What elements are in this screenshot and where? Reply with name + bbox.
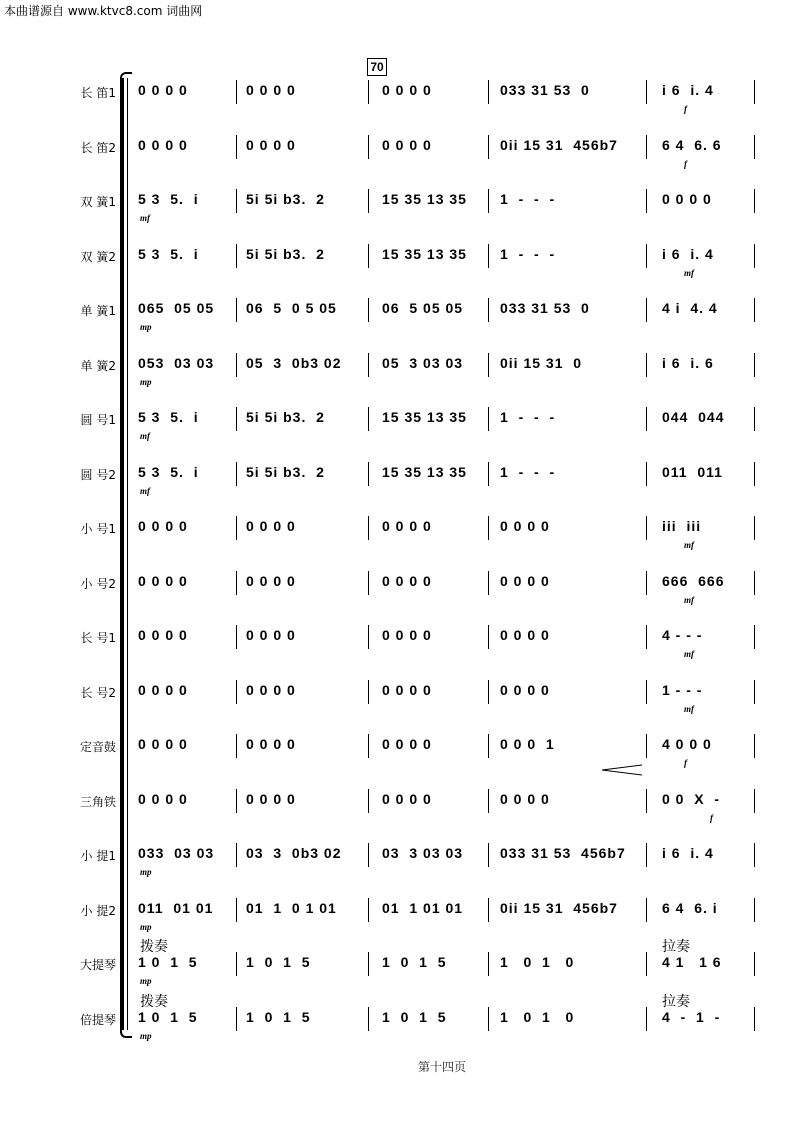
barline [368,244,369,268]
measure-notes: 1 - - - [500,245,556,262]
measure-notes: 5 3 5. i [138,409,199,425]
measure-notes: 5 3 5. i [138,191,199,207]
barline [754,625,755,649]
measure-notes: 0 0 0 0 [246,82,296,98]
barline [368,898,369,922]
instrument-staff [0,397,792,451]
technique-pizz: 拨奏 [140,993,168,1010]
barline [236,734,237,758]
measure-notes: 06 5 05 05 [382,300,464,316]
measure-notes: 033 31 53 0 [500,82,590,98]
dynamic-marking: mf [684,540,694,550]
barline [368,189,369,213]
measure-notes: 033 31 53 0 [500,300,590,316]
measure-notes: 0 0 0 0 [138,790,188,807]
instrument-name: 三角铁 [79,794,116,809]
measure-notes: 6 4 6. 6 [662,136,722,153]
instrument-name: 单 簧1 [80,304,116,318]
barline [488,135,489,159]
measure-notes: 05 3 03 03 [382,354,464,371]
barline [488,298,489,322]
barline [754,189,755,213]
barline [368,407,369,431]
barline [236,189,237,213]
measure-notes: 5 3 5. i [138,245,199,262]
measure-notes: 1 - - - [500,463,556,480]
measure-notes: 0 0 X - [662,790,721,807]
barline [646,407,647,431]
measure-notes: 5i 5i b3. 2 [246,409,325,425]
barline [488,516,489,540]
barline [236,843,237,867]
barline [488,680,489,704]
barline [646,244,647,268]
measure-notes: 03 3 0b3 02 [246,845,342,861]
measure-notes: 0 0 0 0 [382,136,432,153]
measure-notes: 4 i 4. 4 [662,300,718,316]
barline [646,843,647,867]
measure-notes: 0 0 0 0 [246,681,296,698]
measure-notes: 011 011 [662,463,723,480]
measure-notes: 0 0 0 0 [382,82,432,98]
barline [368,516,369,540]
barline [236,516,237,540]
barline [368,1007,369,1031]
instrument-name: 单 簧2 [80,358,116,373]
instrument-staff [0,561,792,615]
source-watermark: 本曲谱源自 www.ktvc8.com 词曲网 [4,4,203,18]
measure-notes: 0 0 0 0 [138,572,188,589]
instrument-staff [0,779,792,833]
dynamic-marking: mf [140,431,150,441]
measure-notes: 0 0 0 0 [500,790,550,807]
measure-notes: 0 0 0 0 [138,627,188,643]
measure-notes: 0 0 0 0 [382,790,432,807]
measure-notes: 0 0 0 0 [138,518,188,534]
technique-arco: 拉奏 [662,993,690,1010]
measure-notes: 0 0 0 1 [500,736,555,752]
barline [236,789,237,813]
barline [236,353,237,377]
barline [488,1007,489,1031]
barline [368,734,369,758]
instrument-staff [0,670,792,724]
barline [488,952,489,976]
measure-notes: 15 35 13 35 [382,463,467,480]
barline [488,789,489,813]
barline [488,843,489,867]
measure-notes: 1 0 1 5 [382,954,447,970]
dynamic-marking: mf [140,485,150,496]
barline [368,80,369,104]
dynamic-marking: mf [684,703,694,714]
barline [236,462,237,486]
measure-notes: 0 0 0 0 [246,572,296,589]
barline [754,789,755,813]
barline [646,462,647,486]
barline [236,680,237,704]
measure-notes: 1 0 1 0 [500,1008,575,1025]
instrument-staff [0,506,792,560]
barline [368,135,369,159]
barline [368,462,369,486]
barline [368,843,369,867]
dynamic-marking: f [710,812,713,823]
measure-notes: 0ii 15 31 456b7 [500,899,618,916]
barline [754,80,755,104]
instrument-name: 小 号1 [80,522,116,536]
instrument-name: 倍提琴 [79,1012,116,1027]
instrument-name: 小 提1 [80,849,116,863]
instrument-staff [0,234,792,288]
instrument-name: 小 提2 [80,903,116,918]
instrument-staff [0,993,792,1051]
barline [368,298,369,322]
measure-notes: i 6 i. 4 [662,245,714,262]
barline [488,734,489,758]
barline [488,353,489,377]
instrument-name: 长 号1 [80,631,116,645]
barline [236,80,237,104]
dynamic-marking: mf [140,213,150,223]
measure-notes: 011 01 01 [138,899,214,916]
barline [754,734,755,758]
measure-notes: 03 3 03 03 [382,845,464,861]
instrument-staff [0,939,792,996]
measure-notes: 1 - - - [500,191,556,207]
measure-notes: 0 0 0 0 [138,736,188,752]
measure-notes: 0 0 0 0 [138,681,188,698]
instrument-staff [0,288,792,342]
dynamic-marking: f [684,758,687,768]
instrument-staff [0,125,792,179]
instrument-staff [0,70,792,124]
barline [754,898,755,922]
measure-notes: 0 0 0 0 [382,518,432,534]
measure-notes: 4 - - - [662,627,703,643]
barline [646,189,647,213]
dynamic-marking: f [684,104,687,114]
barline [368,680,369,704]
measure-notes: 0 0 0 0 [138,82,188,98]
barline [488,898,489,922]
barline [236,625,237,649]
measure-notes: 0 0 0 0 [138,136,188,153]
barline [754,843,755,867]
measure-notes: 044 044 [662,409,725,425]
measure-notes: 0 0 0 0 [500,572,550,589]
measure-notes: 0 0 0 0 [246,736,296,752]
dynamic-marking: mf [684,649,694,659]
dynamic-marking: mp [140,322,152,332]
measure-notes: 15 35 13 35 [382,191,467,207]
barline [646,789,647,813]
measure-notes: 0 0 0 0 [500,681,550,698]
barline [646,952,647,976]
barline [646,80,647,104]
barline [754,1007,755,1031]
dynamic-marking: mp [140,976,152,986]
barline [488,571,489,595]
barline [754,952,755,976]
instrument-name: 长 笛2 [80,140,116,155]
barline [646,298,647,322]
barline [754,135,755,159]
barline [646,571,647,595]
measure-notes: 1 0 1 5 [138,1008,198,1025]
barline [236,298,237,322]
barline [368,353,369,377]
measure-notes: 01 1 0 1 01 [246,899,337,916]
measure-notes: iii iii [662,518,702,534]
measure-notes: 4 0 0 0 [662,736,712,752]
instrument-name: 双 簧2 [80,249,116,264]
measure-notes: 1 0 1 5 [382,1008,447,1025]
measure-notes: 065 05 05 [138,300,215,316]
dynamic-marking: mp [140,867,152,877]
measure-notes: 0 0 0 0 [246,790,296,807]
barline [754,353,755,377]
barline [236,952,237,976]
measure-notes: 0 0 0 0 [382,627,432,643]
measure-notes: 0 0 0 0 [382,736,432,752]
dynamic-marking: mf [684,267,694,278]
dynamic-marking: mp [140,921,152,932]
measure-notes: 0 0 0 0 [246,627,296,643]
instrument-name: 双 簧1 [80,195,116,209]
barline [236,1007,237,1031]
dynamic-marking: mp [140,376,152,387]
barline [754,407,755,431]
measure-notes: 01 1 01 01 [382,899,464,916]
technique-pizz: 拨奏 [140,939,168,955]
measure-notes: 1 0 1 0 [500,954,575,970]
measure-notes: 0 0 0 0 [500,627,550,643]
measure-notes: 0ii 15 31 456b7 [500,136,618,153]
barline [368,571,369,595]
measure-notes: 1 - - - [500,409,556,425]
measure-notes: 0 0 0 0 [500,518,550,534]
barline [646,353,647,377]
measure-notes: 5i 5i b3. 2 [246,245,325,262]
barline [646,625,647,649]
instrument-name: 圆 号2 [80,467,116,482]
measure-notes: 5i 5i b3. 2 [246,463,325,480]
measure-notes: 033 03 03 [138,845,215,861]
measure-notes: i 6 i. 4 [662,82,714,98]
measure-notes: 4 - 1 - [662,1008,721,1025]
measure-notes: 5 3 5. i [138,463,199,480]
measure-notes: 0 0 0 0 [246,518,296,534]
barline [646,135,647,159]
measure-notes: 666 666 [662,572,725,589]
barline [646,680,647,704]
measure-notes: 0 0 0 0 [662,191,712,207]
barline [368,789,369,813]
barline [754,571,755,595]
barline [488,189,489,213]
crescendo-hairpin [600,764,644,776]
barline [646,1007,647,1031]
measure-notes: 0ii 15 31 0 [500,354,583,371]
measure-notes: 1 0 1 5 [246,1008,311,1025]
barline [236,898,237,922]
instrument-name: 小 号2 [80,576,116,591]
barline [236,244,237,268]
measure-notes: 033 31 53 456b7 [500,845,626,861]
barline [754,516,755,540]
barline [488,80,489,104]
barline [368,952,369,976]
measure-notes: 1 0 1 5 [138,954,198,970]
dynamic-marking: f [684,158,687,169]
instrument-name: 长 号2 [80,685,116,700]
barline [646,734,647,758]
measure-notes: 05 3 0b3 02 [246,354,342,371]
instrument-staff [0,888,792,942]
barline [368,625,369,649]
barline [646,516,647,540]
barline [488,625,489,649]
measure-notes: i 6 i. 6 [662,354,714,371]
instrument-staff [0,452,792,506]
barline [236,135,237,159]
instrument-staff [0,343,792,397]
page-footer: 第十四页 [418,1060,467,1074]
measure-notes: 0 0 0 0 [382,572,432,589]
instrument-staff [0,615,792,669]
instrument-name: 长 笛1 [80,86,116,100]
measure-notes: 1 - - - [662,681,703,698]
measure-notes: 0 0 0 0 [246,136,296,153]
measure-notes: 5i 5i b3. 2 [246,191,325,207]
barline [236,571,237,595]
barline [488,462,489,486]
barline [488,407,489,431]
instrument-name: 大提琴 [79,958,116,972]
barline [754,298,755,322]
barline [646,898,647,922]
barline [754,680,755,704]
instrument-staff [0,833,792,887]
dynamic-marking: mf [684,594,694,605]
instrument-name: 圆 号1 [80,413,116,427]
measure-notes: 1 0 1 5 [246,954,311,970]
barline [236,407,237,431]
measure-notes: i 6 i. 4 [662,845,714,861]
technique-arco: 拉奏 [662,939,690,955]
barline [754,462,755,486]
measure-notes: 053 03 03 [138,354,215,371]
instrument-staff [0,724,792,778]
barline [488,244,489,268]
instrument-staff [0,179,792,233]
barline [754,244,755,268]
rehearsal-mark: 70 [367,58,387,76]
instrument-name: 定音鼓 [79,740,116,754]
measure-notes: 15 35 13 35 [382,409,467,425]
measure-notes: 15 35 13 35 [382,245,467,262]
measure-notes: 06 5 0 5 05 [246,300,337,316]
measure-notes: 6 4 6. i [662,899,718,916]
measure-notes: 4 1 1 6 [662,954,722,970]
dynamic-marking: mp [140,1030,152,1041]
measure-notes: 0 0 0 0 [382,681,432,698]
